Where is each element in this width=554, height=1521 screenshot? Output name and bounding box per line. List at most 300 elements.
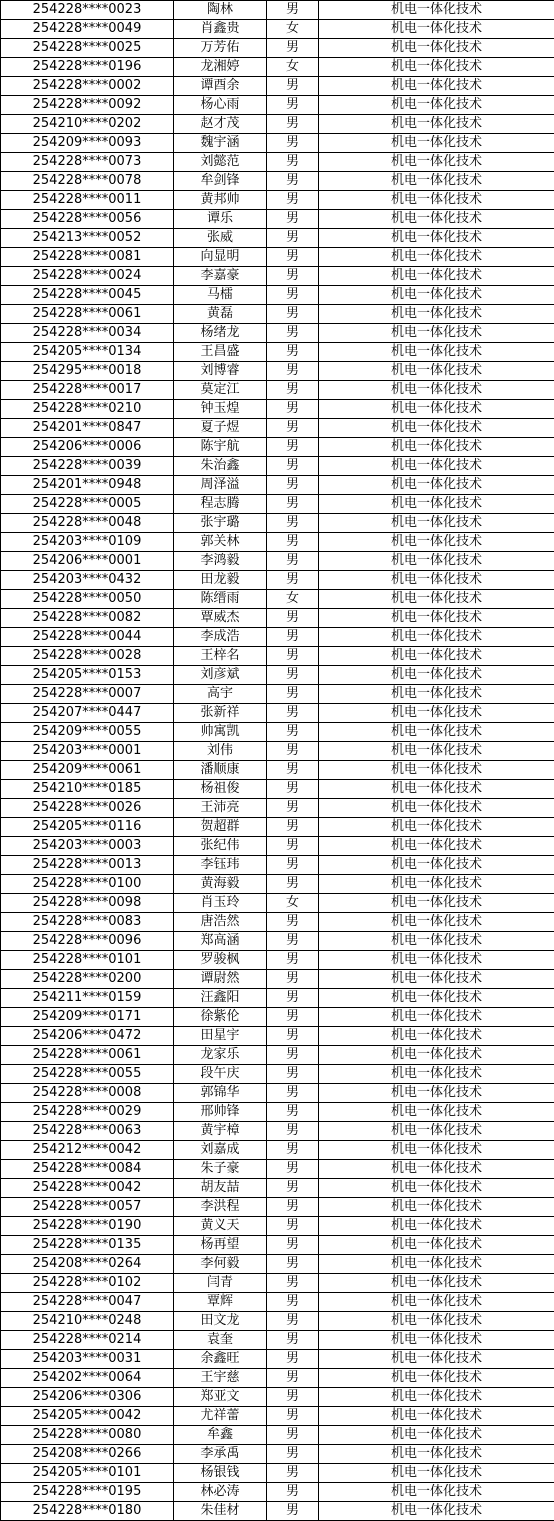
major-cell[interactable]: 机电一体化技术 [319,1027,554,1046]
student-name-cell[interactable]: 黄义天 [174,1217,267,1236]
id-number-cell[interactable]: 254209****0061 [1,761,174,780]
major-cell[interactable]: 机电一体化技术 [319,1217,554,1236]
gender-cell[interactable]: 女 [267,58,319,77]
id-number-cell[interactable]: 254228****0078 [1,172,174,191]
major-cell[interactable]: 机电一体化技术 [319,1084,554,1103]
major-cell[interactable]: 机电一体化技术 [319,609,554,628]
id-number-cell[interactable]: 254295****0018 [1,362,174,381]
major-cell[interactable]: 机电一体化技术 [319,647,554,666]
id-number-cell[interactable]: 254228****0084 [1,1160,174,1179]
gender-cell[interactable]: 男 [267,514,319,533]
gender-cell[interactable]: 男 [267,1198,319,1217]
student-name-cell[interactable]: 王沛亮 [174,799,267,818]
id-number-cell[interactable]: 254206****0001 [1,552,174,571]
major-cell[interactable]: 机电一体化技术 [319,1464,554,1483]
gender-cell[interactable]: 男 [267,343,319,362]
major-cell[interactable]: 机电一体化技术 [319,951,554,970]
student-name-cell[interactable]: 田文龙 [174,1312,267,1331]
major-cell[interactable]: 机电一体化技术 [319,628,554,647]
gender-cell[interactable]: 男 [267,628,319,647]
student-name-cell[interactable]: 邢帅锋 [174,1103,267,1122]
student-name-cell[interactable]: 黄海毅 [174,875,267,894]
student-name-cell[interactable]: 李洪程 [174,1198,267,1217]
gender-cell[interactable]: 男 [267,1426,319,1445]
student-name-cell[interactable]: 朱治鑫 [174,457,267,476]
gender-cell[interactable]: 男 [267,191,319,210]
student-name-cell[interactable]: 陈缙雨 [174,590,267,609]
major-cell[interactable]: 机电一体化技术 [319,1065,554,1084]
major-cell[interactable]: 机电一体化技术 [319,229,554,248]
major-cell[interactable]: 机电一体化技术 [319,286,554,305]
gender-cell[interactable]: 男 [267,1141,319,1160]
gender-cell[interactable]: 男 [267,229,319,248]
gender-cell[interactable]: 男 [267,324,319,343]
student-name-cell[interactable]: 尤祥蕾 [174,1407,267,1426]
gender-cell[interactable]: 男 [267,970,319,989]
student-name-cell[interactable]: 高宇 [174,685,267,704]
student-name-cell[interactable]: 杨银钱 [174,1464,267,1483]
gender-cell[interactable]: 男 [267,837,319,856]
student-name-cell[interactable]: 覃威杰 [174,609,267,628]
major-cell[interactable]: 机电一体化技术 [319,457,554,476]
id-number-cell[interactable]: 254205****0101 [1,1464,174,1483]
id-number-cell[interactable]: 254209****0055 [1,723,174,742]
major-cell[interactable]: 机电一体化技术 [319,1369,554,1388]
id-number-cell[interactable]: 254228****0180 [1,1502,174,1521]
id-number-cell[interactable]: 254208****0266 [1,1445,174,1464]
major-cell[interactable]: 机电一体化技术 [319,1274,554,1293]
student-name-cell[interactable]: 马檑 [174,286,267,305]
gender-cell[interactable]: 男 [267,1502,319,1521]
student-name-cell[interactable]: 李成浩 [174,628,267,647]
student-name-cell[interactable]: 覃辉 [174,1293,267,1312]
id-number-cell[interactable]: 254206****0006 [1,438,174,457]
major-cell[interactable]: 机电一体化技术 [319,248,554,267]
id-number-cell[interactable]: 254228****0002 [1,77,174,96]
major-cell[interactable]: 机电一体化技术 [319,571,554,590]
student-name-cell[interactable]: 郑高涵 [174,932,267,951]
id-number-cell[interactable]: 254228****0008 [1,1084,174,1103]
gender-cell[interactable]: 男 [267,989,319,1008]
id-number-cell[interactable]: 254228****0195 [1,1483,174,1502]
gender-cell[interactable]: 男 [267,761,319,780]
gender-cell[interactable]: 男 [267,1255,319,1274]
id-number-cell[interactable]: 254201****0948 [1,476,174,495]
major-cell[interactable]: 机电一体化技术 [319,381,554,400]
major-cell[interactable]: 机电一体化技术 [319,780,554,799]
id-number-cell[interactable]: 254228****0210 [1,400,174,419]
id-number-cell[interactable]: 254212****0042 [1,1141,174,1160]
gender-cell[interactable]: 男 [267,210,319,229]
major-cell[interactable]: 机电一体化技术 [319,96,554,115]
gender-cell[interactable]: 女 [267,20,319,39]
gender-cell[interactable]: 男 [267,1065,319,1084]
id-number-cell[interactable]: 254228****0050 [1,590,174,609]
gender-cell[interactable]: 男 [267,1179,319,1198]
student-name-cell[interactable]: 林必涛 [174,1483,267,1502]
gender-cell[interactable]: 男 [267,818,319,837]
id-number-cell[interactable]: 254209****0093 [1,134,174,153]
id-number-cell[interactable]: 254228****0092 [1,96,174,115]
gender-cell[interactable]: 男 [267,1274,319,1293]
id-number-cell[interactable]: 254228****0200 [1,970,174,989]
id-number-cell[interactable]: 254228****0080 [1,1426,174,1445]
student-name-cell[interactable]: 李鸿毅 [174,552,267,571]
id-number-cell[interactable]: 254203****0001 [1,742,174,761]
gender-cell[interactable]: 男 [267,248,319,267]
major-cell[interactable]: 机电一体化技术 [319,343,554,362]
student-name-cell[interactable]: 段午庆 [174,1065,267,1084]
major-cell[interactable]: 机电一体化技术 [319,514,554,533]
id-number-cell[interactable]: 254228****0061 [1,305,174,324]
major-cell[interactable]: 机电一体化技术 [319,400,554,419]
student-name-cell[interactable]: 钟玉煌 [174,400,267,419]
id-number-cell[interactable]: 254206****0472 [1,1027,174,1046]
major-cell[interactable]: 机电一体化技术 [319,419,554,438]
major-cell[interactable]: 机电一体化技术 [319,20,554,39]
gender-cell[interactable]: 男 [267,1483,319,1502]
gender-cell[interactable]: 男 [267,1464,319,1483]
student-name-cell[interactable]: 黄邦帅 [174,191,267,210]
id-number-cell[interactable]: 254228****0042 [1,1179,174,1198]
id-number-cell[interactable]: 254228****0044 [1,628,174,647]
student-name-cell[interactable]: 肖玉玲 [174,894,267,913]
major-cell[interactable]: 机电一体化技术 [319,476,554,495]
gender-cell[interactable]: 男 [267,457,319,476]
gender-cell[interactable]: 男 [267,1331,319,1350]
id-number-cell[interactable]: 254228****0063 [1,1122,174,1141]
id-number-cell[interactable]: 254228****0023 [1,1,174,20]
id-number-cell[interactable]: 254210****0248 [1,1312,174,1331]
gender-cell[interactable]: 男 [267,381,319,400]
major-cell[interactable]: 机电一体化技术 [319,1103,554,1122]
student-name-cell[interactable]: 张威 [174,229,267,248]
gender-cell[interactable]: 男 [267,799,319,818]
student-name-cell[interactable]: 刘嘉成 [174,1141,267,1160]
major-cell[interactable]: 机电一体化技术 [319,1312,554,1331]
gender-cell[interactable]: 男 [267,552,319,571]
student-name-cell[interactable]: 贺超群 [174,818,267,837]
major-cell[interactable]: 机电一体化技术 [319,761,554,780]
id-number-cell[interactable]: 254201****0847 [1,419,174,438]
id-number-cell[interactable]: 254203****0432 [1,571,174,590]
student-name-cell[interactable]: 田星宇 [174,1027,267,1046]
id-number-cell[interactable]: 254228****0083 [1,913,174,932]
gender-cell[interactable]: 男 [267,609,319,628]
id-number-cell[interactable]: 254205****0116 [1,818,174,837]
major-cell[interactable]: 机电一体化技术 [319,495,554,514]
student-name-cell[interactable]: 唐浩然 [174,913,267,932]
id-number-cell[interactable]: 254228****0135 [1,1236,174,1255]
gender-cell[interactable]: 男 [267,134,319,153]
gender-cell[interactable]: 男 [267,1350,319,1369]
major-cell[interactable]: 机电一体化技术 [319,799,554,818]
id-number-cell[interactable]: 254210****0202 [1,115,174,134]
major-cell[interactable]: 机电一体化技术 [319,1122,554,1141]
id-number-cell[interactable]: 254228****0102 [1,1274,174,1293]
gender-cell[interactable]: 男 [267,1236,319,1255]
major-cell[interactable]: 机电一体化技术 [319,134,554,153]
id-number-cell[interactable]: 254228****0081 [1,248,174,267]
student-name-cell[interactable]: 牟剑锋 [174,172,267,191]
major-cell[interactable]: 机电一体化技术 [319,1445,554,1464]
gender-cell[interactable]: 男 [267,666,319,685]
major-cell[interactable]: 机电一体化技术 [319,77,554,96]
student-name-cell[interactable]: 杨心雨 [174,96,267,115]
gender-cell[interactable]: 男 [267,1,319,20]
major-cell[interactable]: 机电一体化技术 [319,1236,554,1255]
student-name-cell[interactable]: 谭酉余 [174,77,267,96]
gender-cell[interactable]: 男 [267,1160,319,1179]
gender-cell[interactable]: 男 [267,286,319,305]
student-name-cell[interactable]: 郑亚文 [174,1388,267,1407]
student-name-cell[interactable]: 罗骏枫 [174,951,267,970]
major-cell[interactable]: 机电一体化技术 [319,666,554,685]
major-cell[interactable]: 机电一体化技术 [319,438,554,457]
gender-cell[interactable]: 男 [267,267,319,286]
student-name-cell[interactable]: 张新祥 [174,704,267,723]
gender-cell[interactable]: 男 [267,1084,319,1103]
id-number-cell[interactable]: 254203****0031 [1,1350,174,1369]
major-cell[interactable]: 机电一体化技术 [319,818,554,837]
gender-cell[interactable]: 男 [267,533,319,552]
gender-cell[interactable]: 男 [267,419,319,438]
id-number-cell[interactable]: 254228****0055 [1,1065,174,1084]
major-cell[interactable]: 机电一体化技术 [319,210,554,229]
student-name-cell[interactable]: 李承禹 [174,1445,267,1464]
gender-cell[interactable]: 男 [267,704,319,723]
id-number-cell[interactable]: 254207****0447 [1,704,174,723]
gender-cell[interactable]: 男 [267,1046,319,1065]
major-cell[interactable]: 机电一体化技术 [319,742,554,761]
student-name-cell[interactable]: 刘博睿 [174,362,267,381]
gender-cell[interactable]: 男 [267,1027,319,1046]
id-number-cell[interactable]: 254228****0034 [1,324,174,343]
student-name-cell[interactable]: 黄磊 [174,305,267,324]
student-name-cell[interactable]: 夏子煜 [174,419,267,438]
major-cell[interactable]: 机电一体化技术 [319,1179,554,1198]
major-cell[interactable]: 机电一体化技术 [319,1,554,20]
student-name-cell[interactable]: 陈宇航 [174,438,267,457]
student-name-cell[interactable]: 袁奎 [174,1331,267,1350]
id-number-cell[interactable]: 254228****0196 [1,58,174,77]
student-name-cell[interactable]: 莫定江 [174,381,267,400]
gender-cell[interactable]: 男 [267,932,319,951]
id-number-cell[interactable]: 254203****0109 [1,533,174,552]
major-cell[interactable]: 机电一体化技术 [319,115,554,134]
gender-cell[interactable]: 男 [267,96,319,115]
major-cell[interactable]: 机电一体化技术 [319,1198,554,1217]
gender-cell[interactable]: 男 [267,856,319,875]
gender-cell[interactable]: 男 [267,39,319,58]
major-cell[interactable]: 机电一体化技术 [319,704,554,723]
major-cell[interactable]: 机电一体化技术 [319,191,554,210]
student-name-cell[interactable]: 谭尉然 [174,970,267,989]
student-name-cell[interactable]: 刘懿范 [174,153,267,172]
id-number-cell[interactable]: 254205****0153 [1,666,174,685]
gender-cell[interactable]: 女 [267,590,319,609]
major-cell[interactable]: 机电一体化技术 [319,1426,554,1445]
student-name-cell[interactable]: 帅寓凯 [174,723,267,742]
gender-cell[interactable]: 男 [267,153,319,172]
gender-cell[interactable]: 男 [267,647,319,666]
id-number-cell[interactable]: 254228****0190 [1,1217,174,1236]
id-number-cell[interactable]: 254228****0049 [1,20,174,39]
id-number-cell[interactable]: 254228****0025 [1,39,174,58]
student-name-cell[interactable]: 王宇慈 [174,1369,267,1388]
id-number-cell[interactable]: 254208****0264 [1,1255,174,1274]
gender-cell[interactable]: 男 [267,476,319,495]
student-name-cell[interactable]: 汪鑫阳 [174,989,267,1008]
id-number-cell[interactable]: 254205****0134 [1,343,174,362]
student-name-cell[interactable]: 周泽溢 [174,476,267,495]
student-name-cell[interactable]: 朱佳材 [174,1502,267,1521]
major-cell[interactable]: 机电一体化技术 [319,153,554,172]
id-number-cell[interactable]: 254228****0101 [1,951,174,970]
id-number-cell[interactable]: 254210****0185 [1,780,174,799]
id-number-cell[interactable]: 254228****0048 [1,514,174,533]
major-cell[interactable]: 机电一体化技术 [319,533,554,552]
id-number-cell[interactable]: 254228****0073 [1,153,174,172]
gender-cell[interactable]: 男 [267,875,319,894]
major-cell[interactable]: 机电一体化技术 [319,837,554,856]
id-number-cell[interactable]: 254228****0017 [1,381,174,400]
gender-cell[interactable]: 男 [267,1312,319,1331]
gender-cell[interactable]: 男 [267,780,319,799]
student-name-cell[interactable]: 刘伟 [174,742,267,761]
student-name-cell[interactable]: 杨祖俊 [174,780,267,799]
student-name-cell[interactable]: 田龙毅 [174,571,267,590]
major-cell[interactable]: 机电一体化技术 [319,39,554,58]
gender-cell[interactable]: 男 [267,1217,319,1236]
student-name-cell[interactable]: 赵才茂 [174,115,267,134]
student-name-cell[interactable]: 牟鑫 [174,1426,267,1445]
gender-cell[interactable]: 男 [267,1445,319,1464]
gender-cell[interactable]: 男 [267,400,319,419]
id-number-cell[interactable]: 254228****0011 [1,191,174,210]
student-name-cell[interactable]: 龙家乐 [174,1046,267,1065]
id-number-cell[interactable]: 254228****0029 [1,1103,174,1122]
major-cell[interactable]: 机电一体化技术 [319,324,554,343]
major-cell[interactable]: 机电一体化技术 [319,590,554,609]
major-cell[interactable]: 机电一体化技术 [319,58,554,77]
id-number-cell[interactable]: 254206****0306 [1,1388,174,1407]
major-cell[interactable]: 机电一体化技术 [319,1483,554,1502]
gender-cell[interactable]: 男 [267,495,319,514]
gender-cell[interactable]: 男 [267,438,319,457]
gender-cell[interactable]: 男 [267,951,319,970]
student-name-cell[interactable]: 黄宇樟 [174,1122,267,1141]
student-name-cell[interactable]: 肖鑫贵 [174,20,267,39]
student-name-cell[interactable]: 闫青 [174,1274,267,1293]
student-name-cell[interactable]: 张宇璐 [174,514,267,533]
id-number-cell[interactable]: 254205****0042 [1,1407,174,1426]
id-number-cell[interactable]: 254228****0082 [1,609,174,628]
student-name-cell[interactable]: 刘彦斌 [174,666,267,685]
student-name-cell[interactable]: 杨再望 [174,1236,267,1255]
id-number-cell[interactable]: 254209****0171 [1,1008,174,1027]
gender-cell[interactable]: 男 [267,913,319,932]
gender-cell[interactable]: 男 [267,571,319,590]
id-number-cell[interactable]: 254228****0100 [1,875,174,894]
major-cell[interactable]: 机电一体化技术 [319,894,554,913]
student-name-cell[interactable]: 张纪伟 [174,837,267,856]
id-number-cell[interactable]: 254228****0045 [1,286,174,305]
major-cell[interactable]: 机电一体化技术 [319,989,554,1008]
major-cell[interactable]: 机电一体化技术 [319,1255,554,1274]
student-name-cell[interactable]: 潘顺康 [174,761,267,780]
id-number-cell[interactable]: 254228****0039 [1,457,174,476]
id-number-cell[interactable]: 254228****0098 [1,894,174,913]
gender-cell[interactable]: 男 [267,1407,319,1426]
major-cell[interactable]: 机电一体化技术 [319,723,554,742]
id-number-cell[interactable]: 254228****0026 [1,799,174,818]
id-number-cell[interactable]: 254228****0013 [1,856,174,875]
gender-cell[interactable]: 男 [267,1008,319,1027]
major-cell[interactable]: 机电一体化技术 [319,1046,554,1065]
student-name-cell[interactable]: 向显明 [174,248,267,267]
student-name-cell[interactable]: 王梓名 [174,647,267,666]
gender-cell[interactable]: 男 [267,1293,319,1312]
major-cell[interactable]: 机电一体化技术 [319,172,554,191]
id-number-cell[interactable]: 254228****0005 [1,495,174,514]
student-name-cell[interactable]: 万芳佑 [174,39,267,58]
id-number-cell[interactable]: 254228****0096 [1,932,174,951]
gender-cell[interactable]: 男 [267,742,319,761]
gender-cell[interactable]: 男 [267,172,319,191]
gender-cell[interactable]: 男 [267,1122,319,1141]
student-name-cell[interactable]: 谭乐 [174,210,267,229]
gender-cell[interactable]: 男 [267,685,319,704]
major-cell[interactable]: 机电一体化技术 [319,1008,554,1027]
gender-cell[interactable]: 男 [267,1103,319,1122]
student-name-cell[interactable]: 王昌盛 [174,343,267,362]
student-name-cell[interactable]: 杨绪龙 [174,324,267,343]
major-cell[interactable]: 机电一体化技术 [319,875,554,894]
major-cell[interactable]: 机电一体化技术 [319,1388,554,1407]
id-number-cell[interactable]: 254228****0028 [1,647,174,666]
student-name-cell[interactable]: 魏宇涵 [174,134,267,153]
major-cell[interactable]: 机电一体化技术 [319,685,554,704]
major-cell[interactable]: 机电一体化技术 [319,305,554,324]
student-name-cell[interactable]: 郭关林 [174,533,267,552]
student-name-cell[interactable]: 李嘉豪 [174,267,267,286]
student-name-cell[interactable]: 郭锦华 [174,1084,267,1103]
id-number-cell[interactable]: 254228****0024 [1,267,174,286]
gender-cell[interactable]: 男 [267,77,319,96]
id-number-cell[interactable]: 254228****0057 [1,1198,174,1217]
student-name-cell[interactable]: 陶林 [174,1,267,20]
student-name-cell[interactable]: 徐紫伦 [174,1008,267,1027]
student-name-cell[interactable]: 李何毅 [174,1255,267,1274]
major-cell[interactable]: 机电一体化技术 [319,913,554,932]
gender-cell[interactable]: 女 [267,894,319,913]
id-number-cell[interactable]: 254211****0159 [1,989,174,1008]
major-cell[interactable]: 机电一体化技术 [319,267,554,286]
student-name-cell[interactable]: 李钰玮 [174,856,267,875]
major-cell[interactable]: 机电一体化技术 [319,970,554,989]
major-cell[interactable]: 机电一体化技术 [319,1502,554,1521]
major-cell[interactable]: 机电一体化技术 [319,1141,554,1160]
major-cell[interactable]: 机电一体化技术 [319,552,554,571]
id-number-cell[interactable]: 254228****0061 [1,1046,174,1065]
major-cell[interactable]: 机电一体化技术 [319,1160,554,1179]
gender-cell[interactable]: 男 [267,1388,319,1407]
gender-cell[interactable]: 男 [267,305,319,324]
major-cell[interactable]: 机电一体化技术 [319,1293,554,1312]
major-cell[interactable]: 机电一体化技术 [319,856,554,875]
student-name-cell[interactable]: 龙湘婷 [174,58,267,77]
